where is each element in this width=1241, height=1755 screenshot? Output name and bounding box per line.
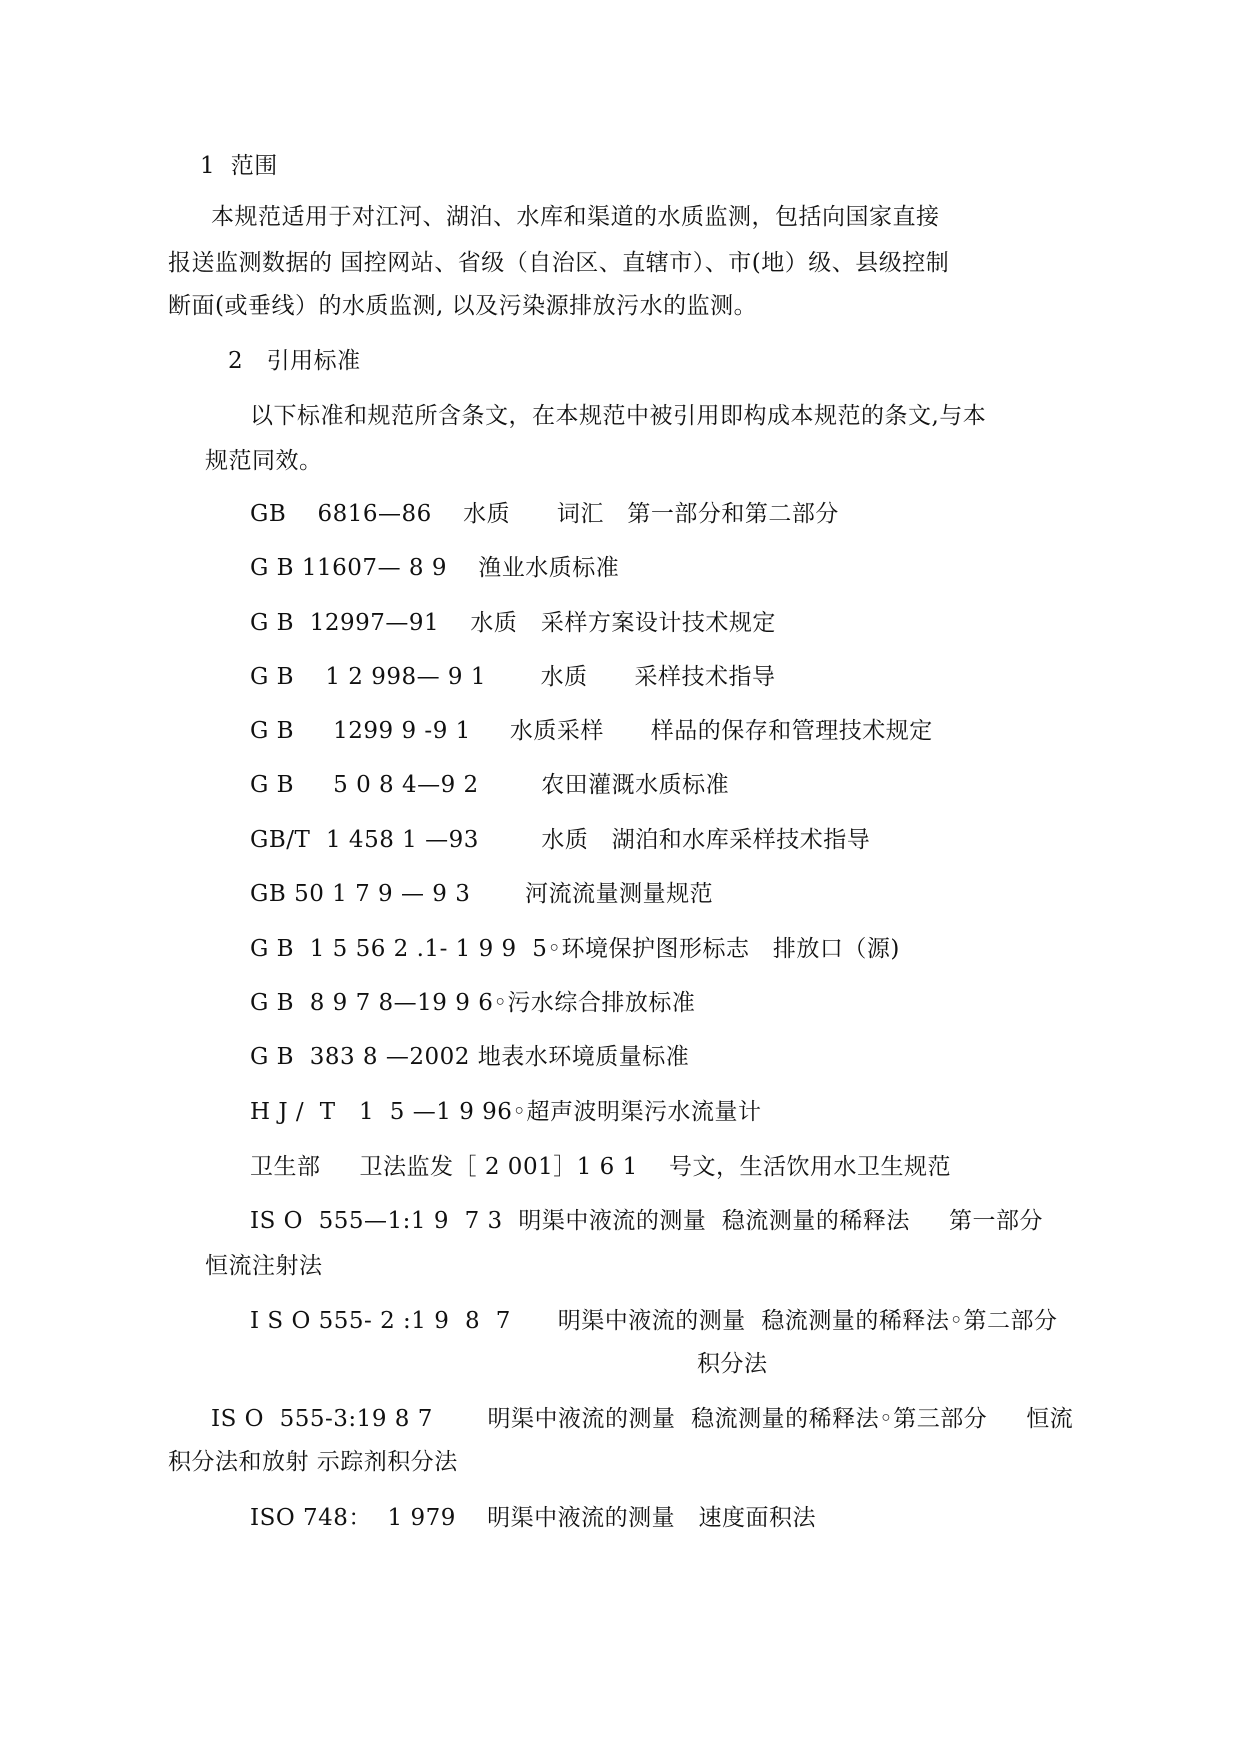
reference-item: H J / T 1 5 —1 9 96◦超声波明渠污水流量计 xyxy=(250,1099,762,1125)
reference-item: G B 1 2 998— 9 1 水质 采样技术指导 xyxy=(250,664,776,690)
reference-item: G B 383 8 —2002 地表水环境质量标准 xyxy=(250,1044,690,1070)
reference-item-continuation: 积分法和放射 示踪剂积分法 xyxy=(168,1449,458,1475)
reference-item: IS O 555-3:19 8 7 明渠中液流的测量 稳流测量的稀释法◦第三部分 恒流 xyxy=(211,1406,1074,1432)
reference-item: I S O 555- 2 :1 9 8 7 明渠中液流的测量 稳流测量的稀释法◦第二部分 xyxy=(250,1308,1058,1334)
reference-item-continuation: 恒流注射法 xyxy=(205,1253,323,1279)
reference-item: G B 1 5 56 2 .1- 1 9 9 5◦环境保护图形标志 排放口（源) xyxy=(250,936,900,962)
reference-item: 卫生部 卫法监发［ 2 001］1 6 1 号文，生活饮用水卫生规范 xyxy=(250,1154,951,1180)
reference-item: ISO 748： 1 979 明渠中液流的测量 速度面积法 xyxy=(250,1505,817,1531)
reference-item: G B 8 9 7 8—19 9 6◦污水综合排放标准 xyxy=(250,990,696,1016)
references-intro-line: 以下标准和规范所含条文，在本规范中被引用即构成本规范的条文,与本 xyxy=(250,403,987,429)
references-intro-line: 规范同效。 xyxy=(205,448,323,474)
scope-paragraph-line: 报送监测数据的 国控网站、省级（自治区、直辖市）、市(地）级、县级控制 xyxy=(168,250,950,276)
reference-item: G B 5 0 8 4—9 2 农田灌溉水质标准 xyxy=(250,772,730,798)
reference-item: GB 50 1 7 9 — 9 3 河流流量测量规范 xyxy=(250,881,714,907)
reference-item: G B 1299 9 -9 1 水质采样 样品的保存和管理技术规定 xyxy=(250,718,933,744)
scope-paragraph-line: 本规范适用于对江河、湖泊、水库和渠道的水质监测，包括向国家直接 xyxy=(211,204,940,230)
section-heading-scope: 1 范围 xyxy=(200,153,278,179)
reference-item: GB/T 1 458 1 —93 水质 湖泊和水库采样技术指导 xyxy=(250,827,871,853)
reference-item: G B 11607— 8 9 渔业水质标准 xyxy=(250,555,620,581)
reference-item-continuation: 积分法 xyxy=(697,1351,768,1377)
section-heading-references: 2 引用标准 xyxy=(228,348,361,374)
reference-item: G B 12997—91 水质 采样方案设计技术规定 xyxy=(250,610,776,636)
reference-item: IS O 555—1:1 9 7 3 明渠中液流的测量 稳流测量的稀释法 第一部分 xyxy=(250,1208,1043,1234)
reference-item: GB 6816—86 水质 词汇 第一部分和第二部分 xyxy=(250,501,839,527)
scope-paragraph-line: 断面(或垂线）的水质监测, 以及污染源排放污水的监测。 xyxy=(168,293,758,319)
